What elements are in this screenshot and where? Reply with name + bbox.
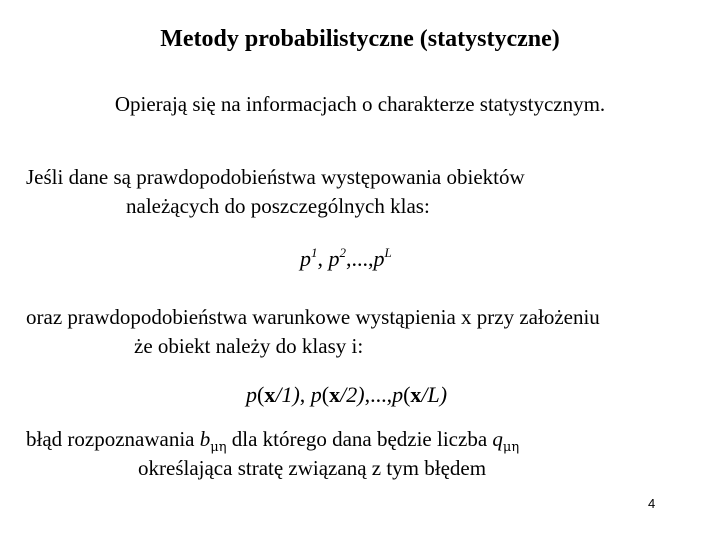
formula-sup: 1	[311, 245, 318, 260]
formula-x: x	[410, 382, 422, 407]
formula-paren: (	[257, 382, 265, 407]
slide-title: Metody probabilistyczne (statystyczne)	[160, 26, 560, 52]
paragraph-2-line-2: że obiekt należy do klasy i:	[134, 334, 364, 358]
loss-subscript: μη	[502, 440, 520, 455]
formula-term: /2)	[340, 382, 365, 407]
paragraph-3-text-b: dla którego dana będzie liczba	[226, 427, 493, 451]
formula-term: /1)	[275, 382, 300, 407]
formula-separator: ,...,	[364, 382, 393, 407]
error-subscript: μη	[210, 440, 227, 455]
paragraph-3-text-a: błąd rozpoznawania	[26, 427, 200, 451]
paragraph-2-line-1: oraz prawdopodobieństwa warunkowe wystąpienia x przy założeniu	[26, 305, 600, 329]
formula-p: p	[246, 382, 257, 407]
loss-symbol-q: q	[492, 427, 503, 451]
paragraph-3-line-1	[26, 427, 519, 455]
formula-term: /L)	[421, 382, 448, 407]
formula-p: p	[300, 246, 311, 271]
formula-separator: ,	[317, 246, 329, 271]
formula-separator: ,	[299, 382, 311, 407]
formula-p: p	[392, 382, 404, 407]
formula-paren: (	[403, 382, 411, 407]
paragraph-1-line-1: Jeśli dane są prawdopodobieństwa występowania obiektów	[26, 165, 525, 189]
formula-x: x	[264, 382, 276, 407]
formula-p: p	[373, 246, 385, 271]
paragraph-3-line-2: określająca stratę związaną z tym błędem	[138, 456, 487, 480]
formula-paren: (	[321, 382, 330, 407]
formula-conditional	[246, 382, 447, 408]
formula-class-priors	[300, 245, 392, 272]
paragraph-1-line-2: należących do poszczególnych klas:	[126, 194, 430, 218]
formula-p: p	[310, 382, 322, 407]
formula-x: x	[329, 382, 341, 407]
subtitle: Opierają się na informacjach o charakterze statystycznym.	[114, 92, 606, 116]
page-number: 4	[648, 496, 656, 511]
formula-p: p	[328, 246, 340, 271]
formula-separator: ,...,	[346, 246, 374, 271]
formula-sup: L	[384, 245, 392, 260]
formula-sup: 2	[339, 245, 346, 260]
error-symbol-b: b	[199, 427, 211, 451]
